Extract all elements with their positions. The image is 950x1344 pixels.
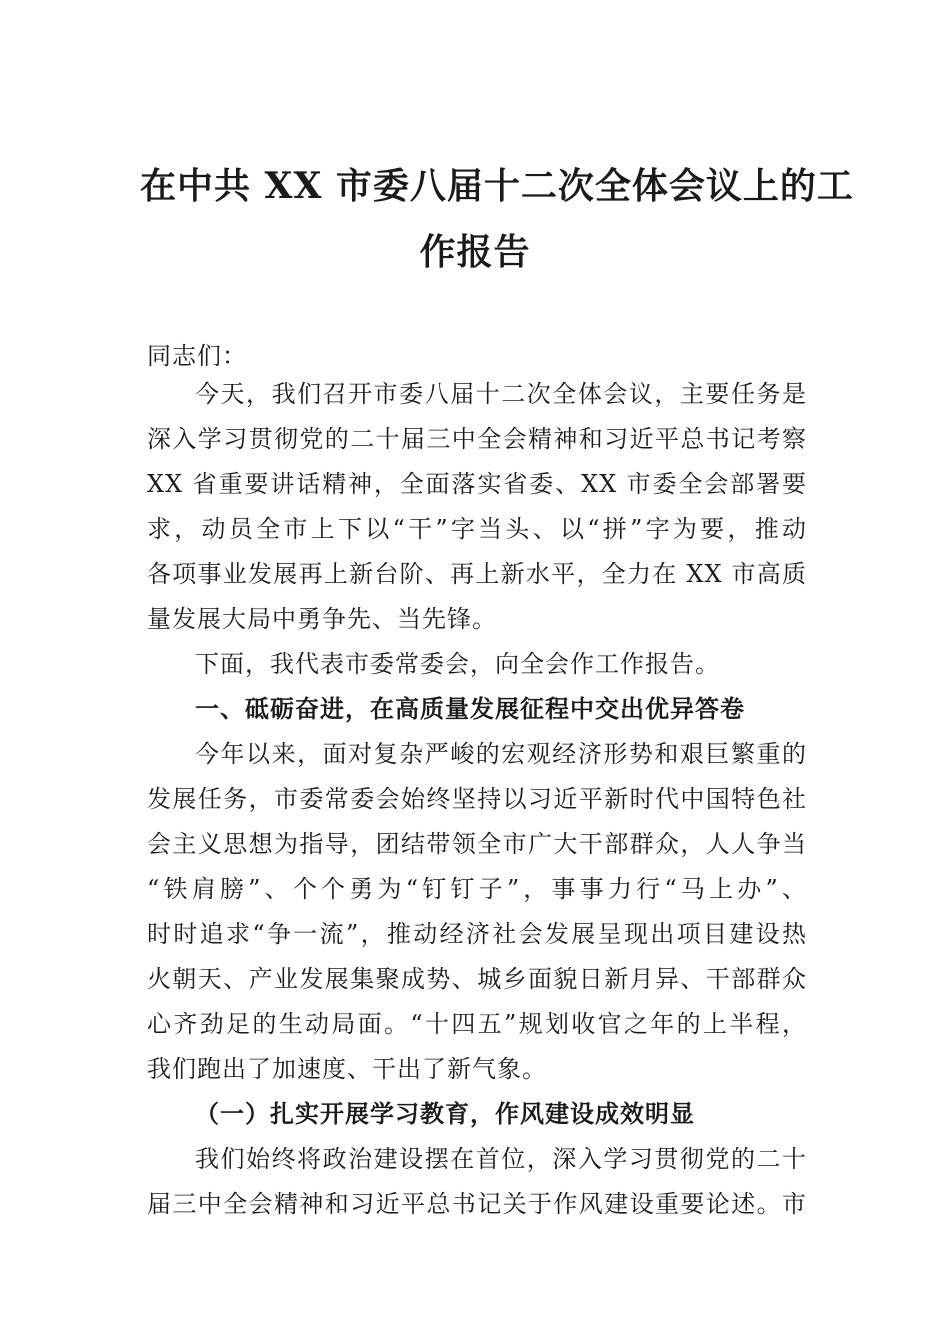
section-heading-1: 一、砥砺奋进，在高质量发展征程中交出优异答卷 [195, 695, 745, 723]
document-title-line-1: 在中共 XX 市委八届十二次全体会议上的工 [140, 165, 854, 207]
paragraph-3-line: 火朝天、产业发展集聚成势、城乡面貌日新月异、干部群众 [147, 965, 807, 993]
document-title-line-2: 作报告 [419, 231, 531, 273]
paragraph-1-line: 求，动员全市上下以“干”字当头、以“拼”字为要，推动 [147, 515, 807, 543]
paragraph-4-line: 我们始终将政治建设摆在首位，深入学习贯彻党的二十 [195, 1145, 807, 1173]
paragraph-1-line: 深入学习贯彻党的二十届三中全会精神和习近平总书记考察 [147, 425, 807, 453]
paragraph-3-line: 发展任务，市委常委会始终坚持以习近平新时代中国特色社 [147, 785, 807, 813]
section-heading-2: （一）扎实开展学习教育，作风建设成效明显 [195, 1099, 695, 1128]
paragraph-3-line: 心齐劲足的生动局面。“十四五”规划收官之年的上半程， [147, 1010, 807, 1038]
paragraph-1-line: 量发展大局中勇争先、当先锋。 [147, 605, 497, 633]
paragraph-4-line: 届三中全会精神和习近平总书记关于作风建设重要论述。市 [147, 1190, 807, 1218]
paragraph-1-line: 今天，我们召开市委八届十二次全体会议，主要任务是 [195, 380, 807, 408]
paragraph-3-line: 今年以来，面对复杂严峻的宏观经济形势和艰巨繁重的 [195, 740, 807, 768]
paragraph-1-line: 各项事业发展再上新台阶、再上新水平，全力在 XX 市高质 [147, 560, 807, 588]
paragraph-3-line: 我们跑出了加速度、干出了新气象。 [147, 1055, 547, 1083]
paragraph-1-line: XX 省重要讲话精神，全面落实省委、XX 市委全会部署要 [147, 470, 807, 498]
paragraph-3-line: 时时追求“争一流”，推动经济社会发展呈现出项目建设热 [147, 920, 807, 948]
paragraph-2-line: 下面，我代表市委常委会，向全会作工作报告。 [195, 650, 720, 678]
paragraph-3-line: “铁肩膀”、个个勇为“钉钉子”，事事力行“马上办”、 [147, 875, 807, 903]
salutation: 同志们： [147, 342, 247, 370]
paragraph-3-line: 会主义思想为指导，团结带领全市广大干部群众，人人争当 [147, 830, 807, 858]
